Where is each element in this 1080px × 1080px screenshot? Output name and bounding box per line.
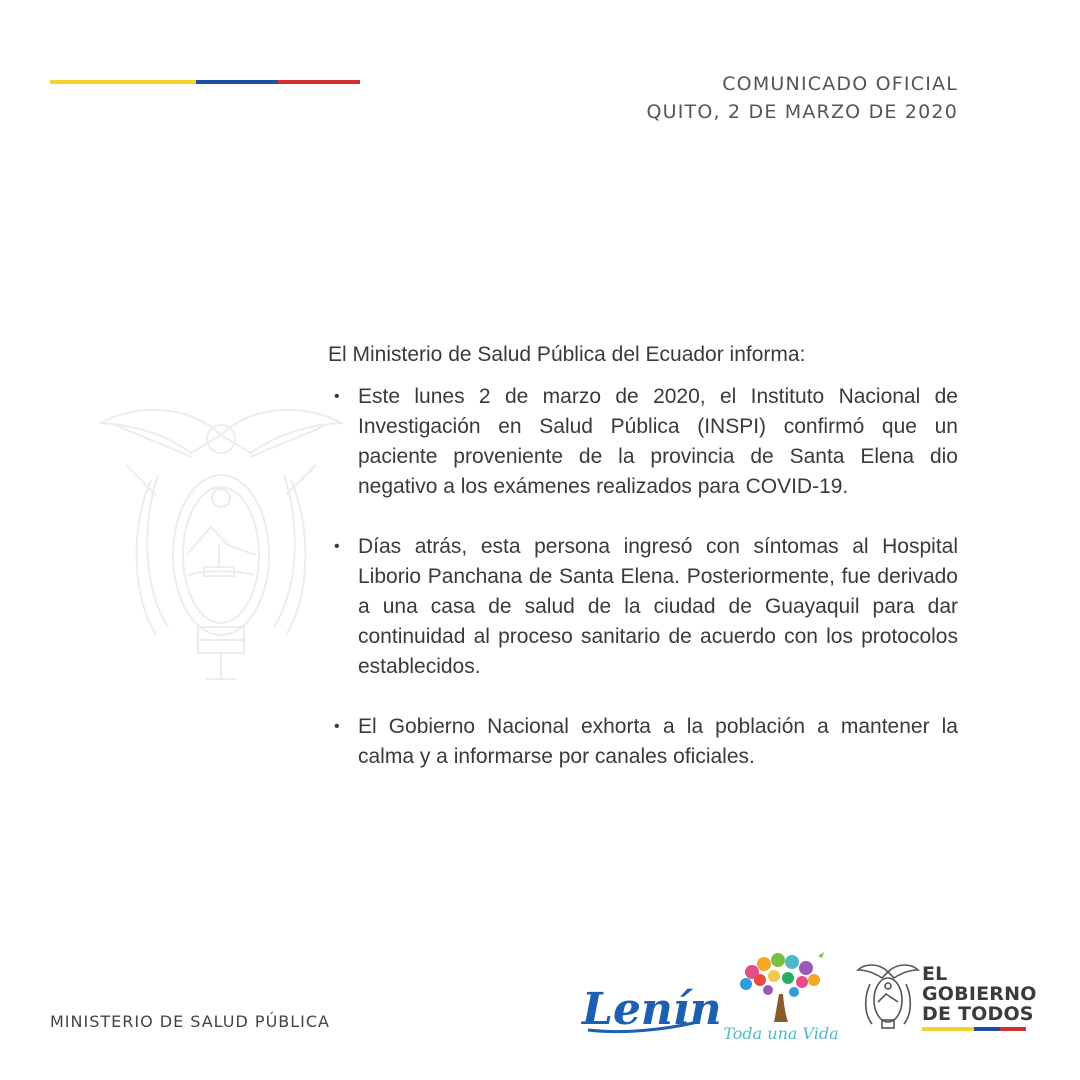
gobierno-line-3: DE TODOS bbox=[922, 1003, 1034, 1025]
tree-caption: Toda una Vida bbox=[723, 1024, 839, 1043]
statement-intro: El Ministerio de Salud Pública del Ecuador informa: bbox=[328, 343, 806, 366]
header-date: QUITO, 2 DE MARZO DE 2020 bbox=[646, 101, 958, 123]
tree-logo-icon bbox=[722, 950, 840, 1024]
bullet-icon: • bbox=[334, 388, 340, 405]
gobierno-flag-bar bbox=[922, 1027, 1026, 1031]
flag-bar-blue bbox=[196, 80, 278, 84]
gobierno-de-todos-logo bbox=[858, 962, 1038, 1034]
gobierno-line-2: GOBIERNO bbox=[922, 983, 1037, 1005]
gobierno-line-1: EL bbox=[922, 963, 948, 985]
ecuador-coat-of-arms-icon bbox=[96, 395, 346, 685]
flag-color-bar bbox=[50, 80, 360, 84]
lenin-logo bbox=[578, 972, 722, 1042]
header-title: COMUNICADO OFICIAL bbox=[722, 73, 958, 95]
ministry-name: MINISTERIO DE SALUD PÚBLICA bbox=[50, 1012, 330, 1031]
flag-bar-red bbox=[278, 80, 360, 84]
gob-bar-red bbox=[1000, 1027, 1026, 1031]
bullet-text: El Gobierno Nacional exhorta a la población a mantener la calma y a informarse por canales oficiales. bbox=[358, 715, 958, 768]
coat-of-arms-icon bbox=[858, 962, 918, 1032]
list-item bbox=[328, 382, 958, 502]
gob-bar-yellow bbox=[922, 1027, 974, 1031]
gobierno-text bbox=[922, 964, 1037, 1031]
bullet-icon: • bbox=[334, 538, 340, 555]
lenin-logo-text: Lenín bbox=[582, 984, 722, 1035]
list-item bbox=[328, 712, 958, 772]
bullet-icon: • bbox=[334, 718, 340, 735]
list-item bbox=[328, 532, 958, 682]
statement-content bbox=[328, 340, 958, 802]
statement-bullet-list bbox=[328, 382, 958, 772]
gob-bar-blue bbox=[974, 1027, 1000, 1031]
bullet-text: Este lunes 2 de marzo de 2020, el Instituto Nacional de Investigación en Salud Pública (INSPI) confirmó que un paciente proveniente de la provincia de Santa Elena dio negativo a los exámenes realizados para COVID-19. bbox=[358, 385, 958, 498]
bullet-text: Días atrás, esta persona ingresó con síntomas al Hospital Liborio Panchana de Santa Elena. Posteriormente, fue derivado a una casa de salud de la ciudad de Guayaquil para dar continuidad al proceso sanitario de acuerdo con los protocolos establecidos. bbox=[358, 535, 958, 678]
toda-una-vida-logo bbox=[722, 950, 840, 1048]
header bbox=[646, 70, 958, 126]
flag-bar-yellow bbox=[50, 80, 196, 84]
